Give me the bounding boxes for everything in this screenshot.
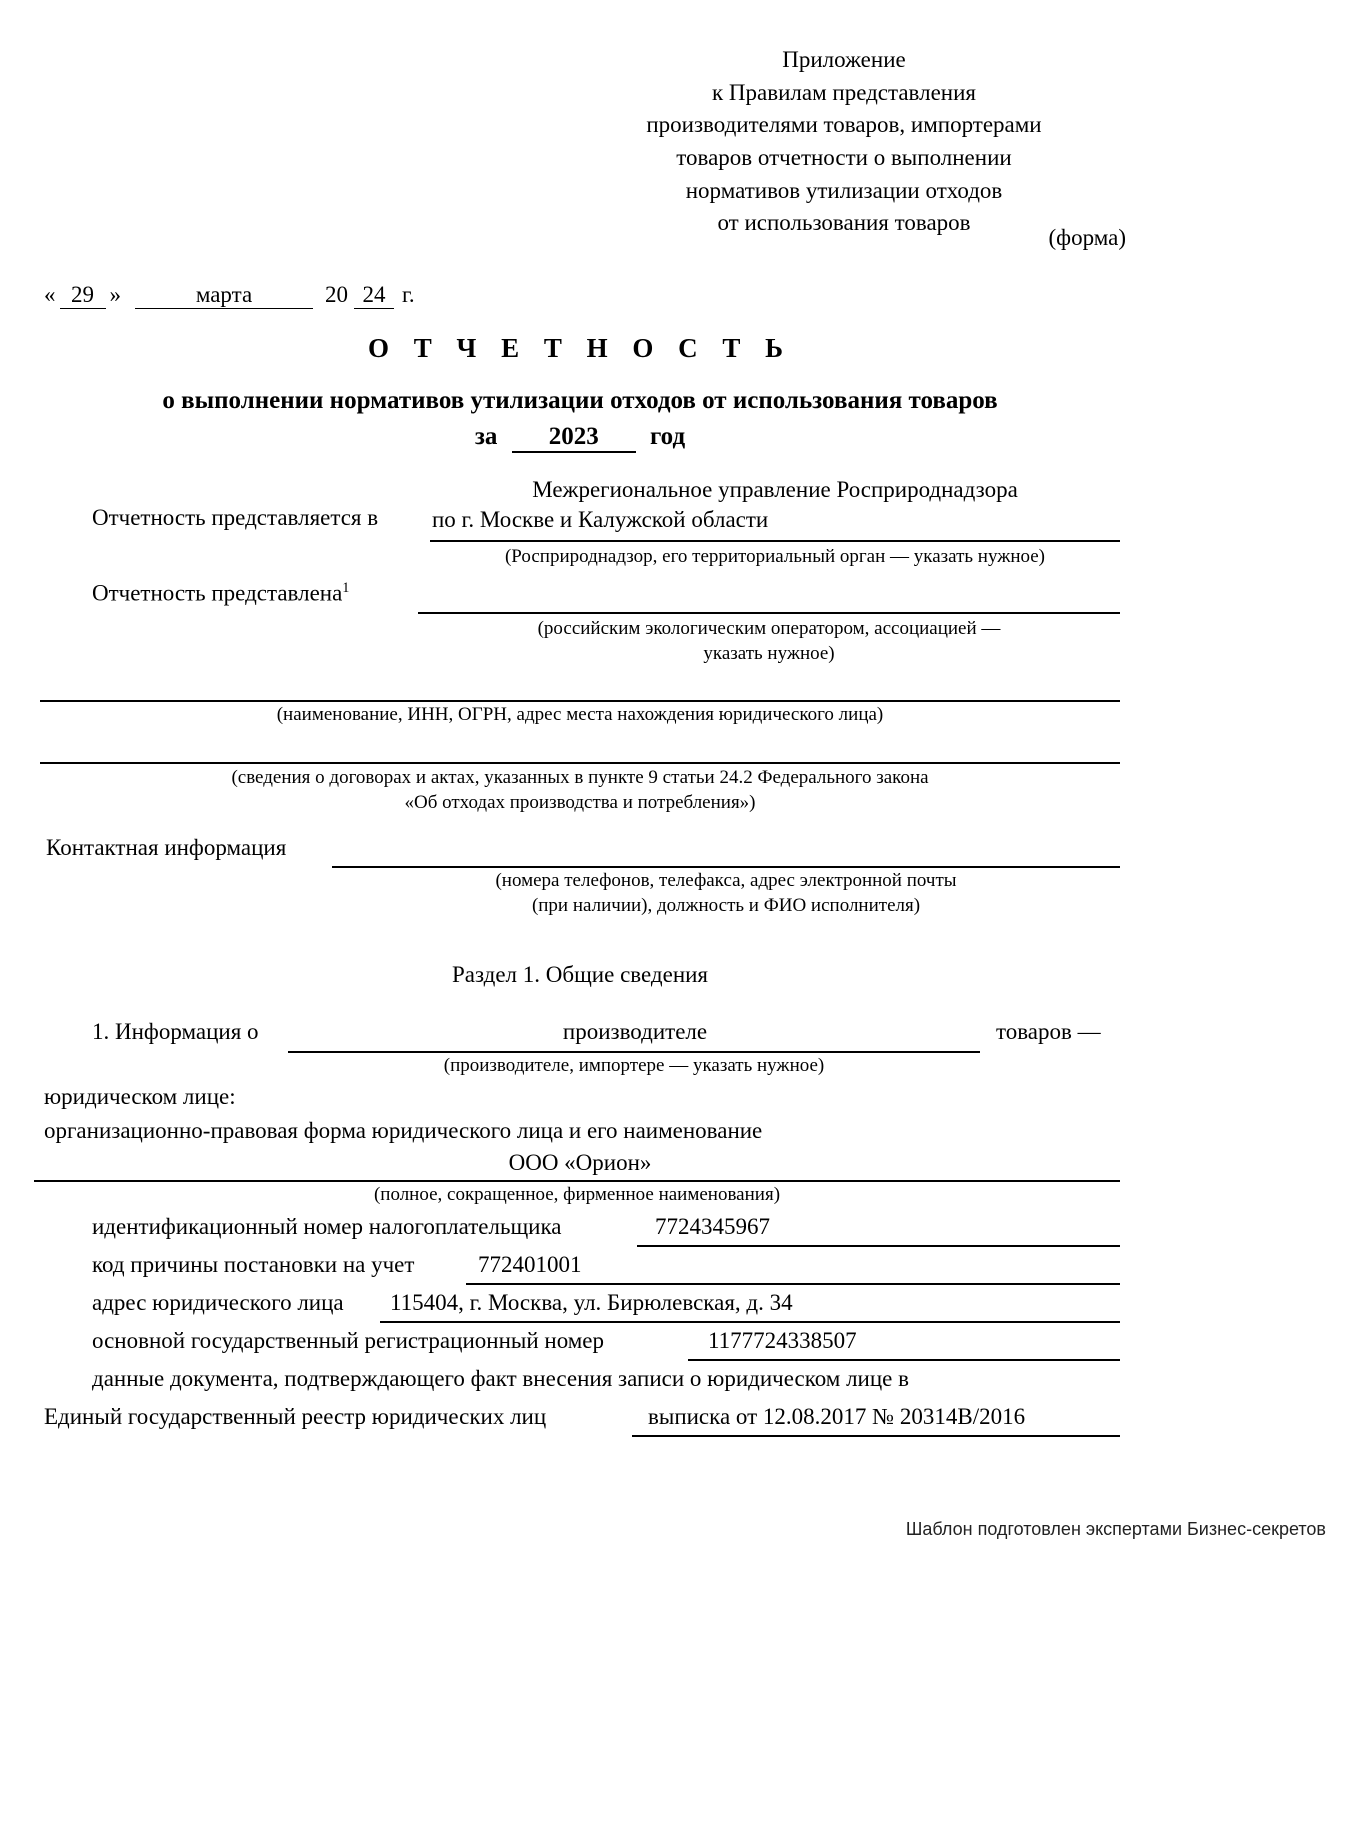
legal-form-rule — [34, 1180, 1120, 1182]
item1-continuation: юридическом лице: — [44, 1084, 236, 1109]
inn-value[interactable]: 7724345967 — [655, 1214, 770, 1239]
inn-label: идентификационный номер налогоплательщика — [92, 1214, 562, 1239]
ogrn-value[interactable]: 1177724338507 — [708, 1328, 857, 1353]
contracts-blank-rule — [40, 762, 1120, 764]
appendix-header-line-1: Приложение — [782, 47, 906, 72]
legal-form-value[interactable]: ООО «Орион» — [508, 1150, 652, 1175]
egrul-value[interactable]: выписка от 12.08.2017 № 20314В/2016 — [648, 1404, 1026, 1429]
submitted-by-label-text: Отчетность представлена — [92, 580, 343, 606]
ogrn-label: основной государственный регистрационный номер — [92, 1328, 605, 1353]
date-day-field[interactable]: 29 — [60, 282, 106, 309]
address-rule — [380, 1321, 1120, 1323]
document-subtitle: о выполнении нормативов утилизации отходов от использования товаров — [162, 387, 998, 414]
contact-rule — [332, 866, 1120, 868]
date-year-field[interactable]: 24 — [354, 282, 394, 309]
contact-label: Контактная информация — [46, 835, 287, 860]
egrul-label-line2: Единый государственный реестр юридических лиц — [44, 1404, 547, 1429]
appendix-header-line-6: от использования товаров — [717, 210, 971, 236]
date-year-suffix: г. — [402, 282, 415, 307]
date-line — [44, 282, 415, 309]
contact-caption-line2: (при наличии), должность и ФИО исполнителя) — [531, 894, 921, 916]
submitted-by-rule — [418, 612, 1120, 614]
submitted-to-value-line1: Межрегиональное управление Росприроднадзора — [532, 477, 1018, 502]
appendix-header-line-4: товаров отчетности о выполнении — [676, 144, 1012, 170]
kpp-label: код причины постановки на учет — [92, 1252, 415, 1277]
contracts-blank-caption-line2: «Об отходах производства и потребления») — [404, 791, 756, 813]
contact-caption — [332, 869, 1120, 918]
kpp-value[interactable]: 772401001 — [478, 1252, 582, 1277]
submitted-by-caption — [418, 617, 1120, 666]
kpp-rule — [466, 1283, 1120, 1285]
contact-caption-line1: (номера телефонов, телефакса, адрес электронной почты — [495, 870, 957, 891]
address-value[interactable]: 115404, г. Москва, ул. Бирюлевская, д. 34 — [390, 1290, 793, 1315]
submitted-to-label: Отчетность представляется в — [92, 505, 379, 530]
appendix-header-line-3: производителями товаров, импортерами — [646, 112, 1042, 138]
submitted-by-caption-line1: (российским экологическим оператором, ассоциацией — — [537, 618, 1001, 639]
template-footer-note: Шаблон подготовлен экспертами Бизнес-секретов — [905, 1519, 1326, 1539]
contracts-blank-caption — [40, 766, 1120, 815]
date-month-field[interactable]: марта — [135, 282, 313, 309]
document-title: О Т Ч Е Т Н О С Т Ь — [368, 333, 792, 363]
report-year-line — [0, 423, 1160, 453]
legal-form-label: организационно-правовая форма юридического лица и его наименование — [44, 1118, 763, 1143]
entity-blank-rule — [40, 700, 1120, 702]
item1-prefix: 1. Информация о — [92, 1019, 259, 1044]
egrul-rule — [632, 1435, 1120, 1437]
egrul-label-line1: данные документа, подтверждающего факт внесения записи о юридическом лице в — [92, 1366, 909, 1391]
submitted-by-caption-line2: указать нужное) — [703, 642, 835, 664]
item1-value[interactable]: производителе — [562, 1019, 708, 1044]
date-century: 20 — [325, 282, 348, 307]
report-year-field[interactable]: 2023 — [512, 423, 636, 453]
item1-rule — [288, 1051, 980, 1053]
form-word-label: (форма) — [1048, 225, 1126, 250]
date-open-quote: « — [44, 282, 56, 307]
submitted-to-rule — [430, 540, 1120, 542]
report-year-suffix: год — [649, 423, 686, 450]
date-close-quote: » — [109, 282, 121, 307]
report-year-prefix: за — [474, 423, 498, 450]
address-label: адрес юридического лица — [92, 1290, 344, 1315]
submitted-to-caption: (Росприроднадзор, его территориальный орган — указать нужное) — [504, 546, 1046, 567]
contracts-blank-caption-line1: (сведения о договорах и актах, указанных в пункте 9 статьи 24.2 Федерального закона — [231, 767, 929, 788]
appendix-header-line-2: к Правилам представления — [711, 79, 976, 105]
submitted-by-label — [92, 580, 349, 607]
ogrn-rule — [688, 1359, 1120, 1361]
appendix-header-line-5: нормативов утилизации отходов — [685, 177, 1003, 203]
inn-rule — [637, 1245, 1120, 1247]
entity-blank-caption: (наименование, ИНН, ОГРН, адрес места нахождения юридического лица) — [276, 704, 884, 725]
item1-suffix: товаров — — [996, 1019, 1101, 1044]
appendix-header — [584, 44, 1104, 240]
item1-caption: (производителе, импортере — указать нужное) — [443, 1055, 825, 1076]
legal-form-caption: (полное, сокращенное, фирменное наименования) — [373, 1184, 781, 1205]
section-1-heading: Раздел 1. Общие сведения — [451, 962, 709, 987]
submitted-to-value-line2[interactable]: по г. Москве и Калужской области — [432, 507, 769, 532]
footnote-marker: 1 — [342, 580, 350, 596]
